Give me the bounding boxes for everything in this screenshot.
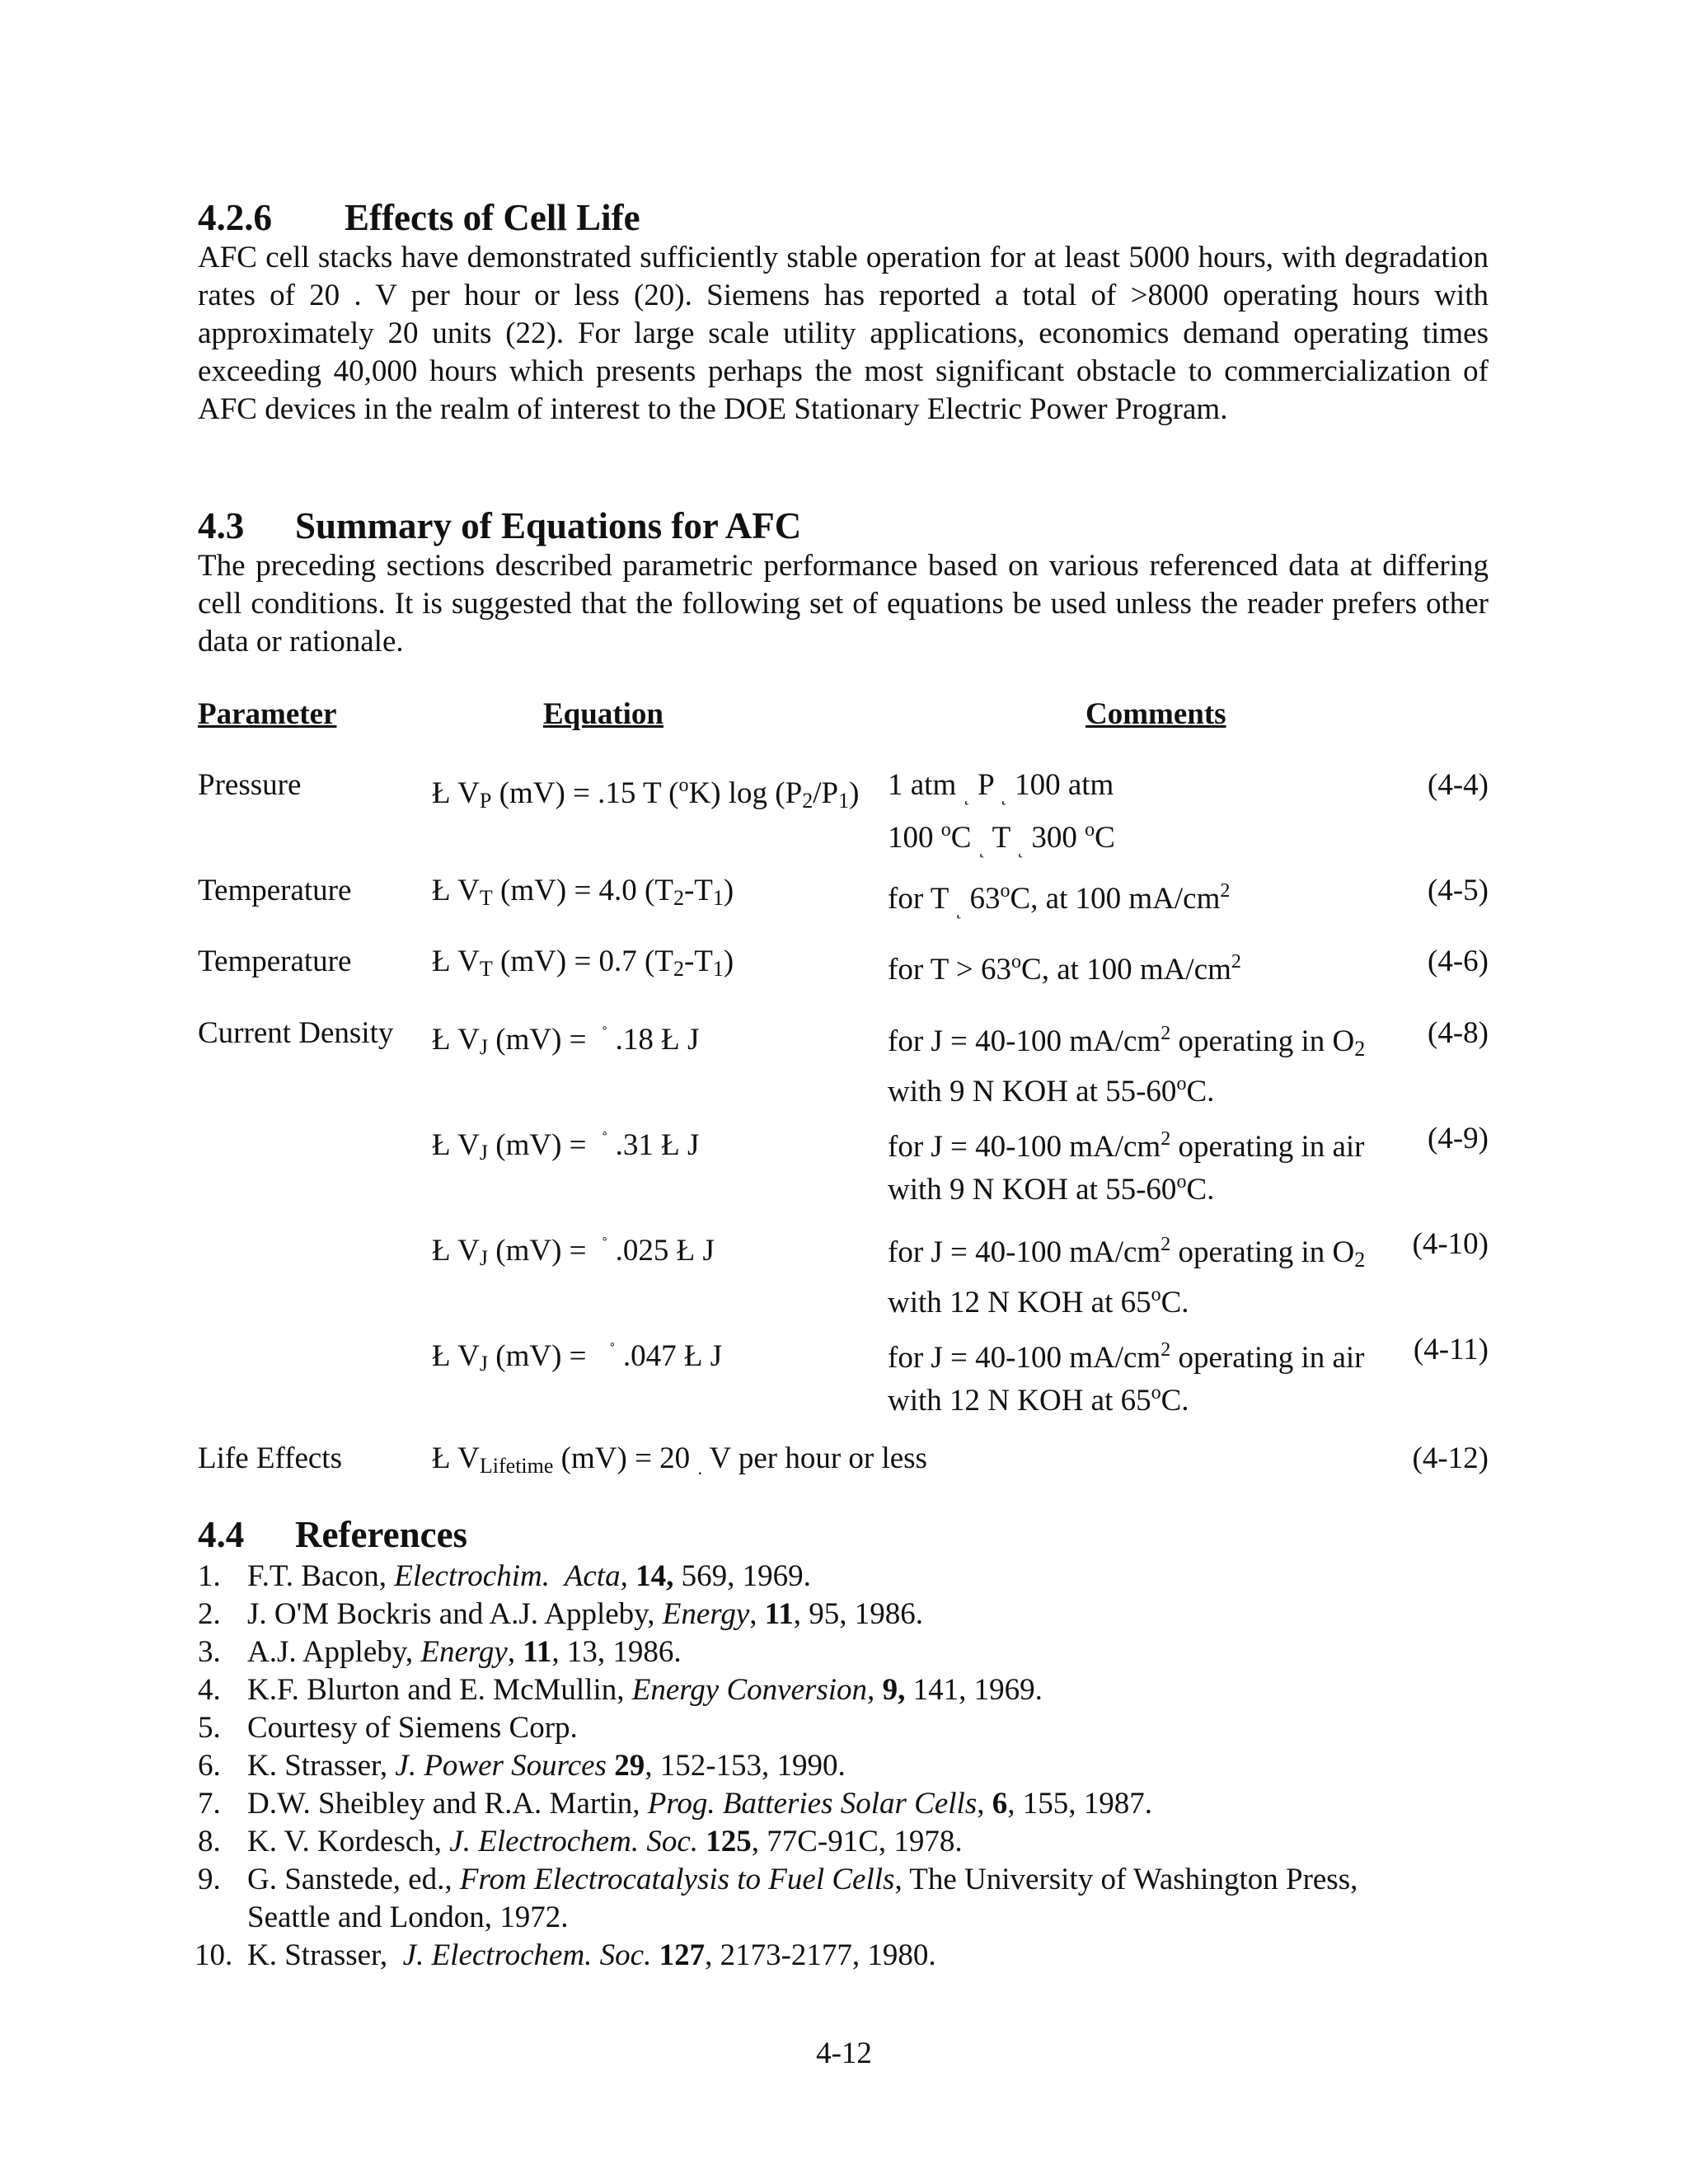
equation-number-4-11: (4-11) — [1413, 1333, 1489, 1366]
section-heading-4-4 — [198, 1513, 467, 1556]
equation-number-4-4: (4-4) — [1428, 768, 1489, 802]
reference-item: 8. K. V. Kordesch, J. Electrochem. Soc. 125, 77C-91C, 1978. — [198, 1825, 963, 1858]
section-title: References — [295, 1514, 468, 1555]
paragraph-cell-life: AFC cell stacks have demonstrated sufficiently stable operation for at least 5000 hours, with degradation rates of 20 . V per hour or less (20). Siemens has reported a total of >8000 operating hours with approximately 20 units (22). For large scale utility applications, economics demand operating times exceeding 40,000 hours which presents perhaps the most significant obstacle to commercialization of AFC devices in the realm of interest to the DOE Stationary Electric Power Program. — [198, 241, 1489, 426]
table-row-param-current-density: Current Density — [198, 1016, 394, 1050]
comment-4-11: for J = 40-100 $mA/cm^2$ operating in air with 12 N KOH at 65$^o$C. — [888, 1339, 1365, 1418]
table-row-param-temperature: Temperature — [198, 944, 352, 978]
page-number: 4-12 — [816, 2036, 872, 2070]
reference-item: 3. A.J. Appleby, Energy, 11, 13, 1986. — [198, 1635, 682, 1669]
comment-4-8: for J = 40-100 $mA/cm^2$ operating in $O_2$ with 9 N KOH at 55-60$^o$C. — [888, 1023, 1366, 1108]
reference-item: 6. K. Strasser, J. Power Sources 29, 152-153, 1990. — [198, 1749, 846, 1783]
equation-number-4-6: (4-6) — [1428, 944, 1489, 978]
equation-4-6: Ł $V_T$ (mV) = 0.7 $(T_2-T_1)$ — [432, 944, 734, 981]
comment-4-6: for $T > 63^oC$, at 100 $mA/cm^2$ — [888, 951, 1241, 987]
comment-4-5: for T $_˛$ 63$^o$C, at 100 $mA/cm^2$ — [888, 880, 1231, 919]
section-number: 4.4 — [198, 1514, 245, 1555]
equation-number-4-8: (4-8) — [1428, 1016, 1489, 1050]
section-heading-4-3 — [198, 504, 801, 547]
equation-number-4-9: (4-9) — [1428, 1122, 1489, 1155]
references-list — [195, 1558, 1517, 1975]
reference-item: 4. K.F. Blurton and E. McMullin, Energy Conversion, 9, 141, 1969. — [198, 1673, 1043, 1707]
equation-4-10: Ł $V_J$ (mV) = ˚ .025 Ł J — [432, 1234, 715, 1270]
reference-item: 2. J. O'M Bockris and A.J. Appleby, Energy, 11, 95, 1986. — [198, 1597, 923, 1631]
equation-number-4-10: (4-10) — [1412, 1227, 1489, 1261]
section-number: 4.2.6 — [198, 197, 272, 238]
comment-4-4: 1 atm $_˛$ P $_˛$ 100 atm 100 $^o$C $_˛$ T $_˛$ 300 $^o$C — [888, 768, 1115, 858]
table-row-param-temperature: Temperature — [198, 874, 352, 907]
table-row-param-pressure: Pressure — [198, 768, 302, 802]
comment-4-10: for J = 40-100 $mA/cm^2$ operating in $O_2$ with 12 N KOH at 65$^o$C. — [888, 1234, 1366, 1319]
reference-item: 7. D.W. Sheibley and R.A. Martin, Prog. Batteries Solar Cells, 6, 155, 1987. — [198, 1787, 1152, 1821]
equation-4-4: Ł $V_P$ (mV) = .15 T ($^o$K) $\log (P_2/P_1)$ — [432, 775, 860, 813]
column-header-equation: Equation — [543, 697, 664, 731]
equation-number-4-12: (4-12) — [1412, 1441, 1489, 1475]
section-title: Effects of Cell Life — [345, 197, 640, 238]
paragraph-summary: The preceding sections described parametric performance based on various referenced data at differing cell conditions. It is suggested that the following set of equations be used unless the reader prefers other data or rationale. — [198, 549, 1489, 658]
reference-item: 10. K. Strasser, J. Electrochem. Soc. 127, 2173-2177, 1980. — [195, 1938, 936, 1972]
reference-item: 1. F.T. Bacon, Electrochim. Acta, 14, 569, 1969. — [198, 1559, 811, 1593]
equation-4-8: Ł $V_J$ (mV) = ˚ .18 Ł J — [432, 1023, 700, 1059]
column-header-parameter: Parameter — [198, 697, 337, 731]
column-header-comments: Comments — [1085, 697, 1226, 731]
equation-4-11: Ł $V_J$ (mV) = ˚ .047 Ł J — [432, 1339, 723, 1376]
equation-4-12: Ł $V_{Lifetime}$ (mV) = 20 $_.$ V per hour or less — [432, 1441, 927, 1479]
section-heading-4-2-6 — [198, 196, 640, 239]
equation-number-4-5: (4-5) — [1428, 874, 1489, 907]
reference-item: 5. Courtesy of Siemens Corp. — [198, 1711, 578, 1745]
section-title: Summary of Equations for AFC — [295, 505, 802, 546]
reference-item: 9. G. Sanstede, ed., From Electrocatalysis to Fuel Cells, The University of Washington Press, Seattle and London, 1972. — [198, 1863, 1358, 1934]
equation-4-9: Ł $V_J$ (mV) = ˚ .31 Ł J — [432, 1128, 700, 1165]
comment-4-9: for J = 40-100 $mA/cm^2$ operating in air with 9 N KOH at 55-60$^o$C. — [888, 1128, 1365, 1207]
equation-4-5: Ł $V_T$ (mV) = 4.0 $(T_2-T_1)$ — [432, 874, 734, 910]
table-row-param-life-effects: Life Effects — [198, 1441, 342, 1475]
section-number: 4.3 — [198, 505, 245, 546]
